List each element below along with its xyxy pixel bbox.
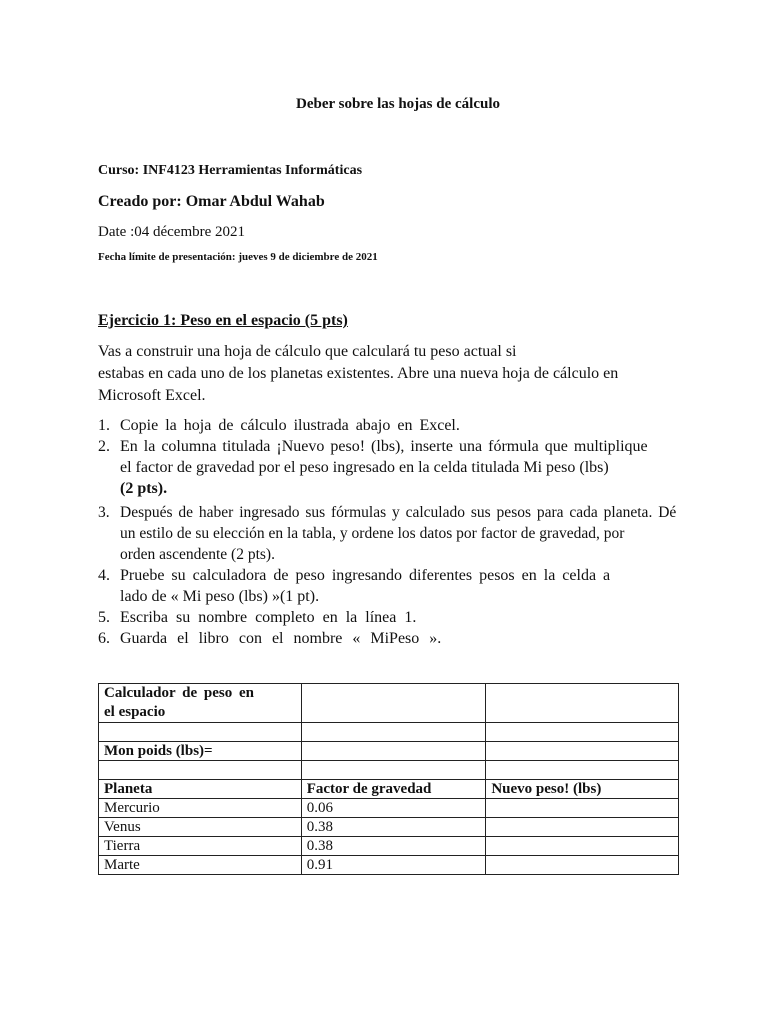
sheet-title-line: Calculador de peso en: [104, 685, 254, 701]
item-number: 4.: [98, 567, 110, 584]
item-text: En la columna titulada ¡Nuevo peso! (lbs), inserte una fórmula que multiplique: [120, 438, 648, 455]
sheet-title-cell: [99, 684, 302, 723]
column-header: Factor de gravedad: [301, 780, 486, 799]
exercise-title: Ejercicio 1: Peso en el espacio (5 pts): [98, 312, 348, 329]
document-title: Deber sobre las hojas de cálculo: [295, 96, 501, 112]
item-number: 6.: [98, 630, 110, 647]
item-number: 5.: [98, 609, 110, 626]
factor-cell: 0.38: [301, 837, 486, 856]
weight-input-cell: [301, 742, 486, 761]
item-text: Copie la hoja de cálculo ilustrada abajo en Excel.: [120, 417, 460, 434]
item-text: Guarda el libro con el nombre « MiPeso ».: [120, 630, 442, 647]
empty-cell: [99, 723, 302, 742]
item-text: un estilo de su elección en la tabla, y ordene los datos por factor de gravedad, por: [120, 525, 625, 542]
instruction-list: [98, 415, 758, 649]
item-number: 2.: [98, 438, 110, 455]
table-row: [99, 684, 679, 723]
exercise-intro: [98, 341, 698, 407]
instruction-item: [98, 607, 758, 628]
new-weight-cell: [486, 799, 679, 818]
new-weight-cell: [486, 837, 679, 856]
item-text: Pruebe su calculadora de peso ingresando diferentes pesos en la celda a: [120, 567, 611, 584]
item-text: (2 pts).: [120, 480, 168, 497]
instruction-item: [98, 436, 758, 499]
date-line: Date :04 décembre 2021: [98, 224, 246, 240]
item-number: 1.: [98, 417, 110, 434]
sheet-title-line: el espacio: [104, 704, 166, 720]
intro-line: Microsoft Excel.: [98, 387, 206, 404]
empty-cell: [301, 761, 486, 780]
factor-cell: 0.06: [301, 799, 486, 818]
author-line: Creado por: Omar Abdul Wahab: [98, 193, 325, 210]
empty-cell: [301, 723, 486, 742]
item-text: orden ascendente (2 pts).: [120, 546, 275, 563]
intro-line: Vas a construir una hoja de cálculo que calculará tu peso actual si: [98, 343, 517, 360]
factor-cell: 0.91: [301, 856, 486, 875]
item-text: lado de « Mi peso (lbs) »(1 pt).: [120, 588, 320, 605]
weight-calculator-table: [98, 683, 679, 875]
table-row: [99, 837, 679, 856]
instruction-item: [98, 415, 758, 436]
empty-cell: [99, 761, 302, 780]
new-weight-cell: [486, 818, 679, 837]
empty-cell: [486, 742, 679, 761]
planet-cell: Venus: [99, 818, 302, 837]
table-row: [99, 723, 679, 742]
empty-cell: [301, 684, 486, 723]
item-number: 3.: [98, 504, 110, 521]
new-weight-cell: [486, 856, 679, 875]
planet-cell: Mercurio: [99, 799, 302, 818]
weight-label-cell: Mon poids (lbs)=: [99, 742, 302, 761]
table-row: [99, 856, 679, 875]
column-header: Nuevo peso! (lbs): [486, 780, 679, 799]
table-row: [99, 742, 679, 761]
table-row: [99, 818, 679, 837]
empty-cell: [486, 684, 679, 723]
instruction-item: [98, 502, 758, 565]
item-text: Después de haber ingresado sus fórmulas y calculado sus pesos para cada planeta. Dé: [120, 504, 677, 521]
course-line: Curso: INF4123 Herramientas Informáticas: [98, 163, 363, 178]
instruction-item: [98, 565, 758, 607]
instruction-item: [98, 628, 758, 649]
planet-cell: Tierra: [99, 837, 302, 856]
item-text: el factor de gravedad por el peso ingresado en la celda titulada Mi peso (lbs): [120, 459, 609, 476]
table-row: [99, 761, 679, 780]
intro-line: estabas en cada uno de los planetas existentes. Abre una nueva hoja de cálculo en: [98, 365, 619, 382]
table-header-row: [99, 780, 679, 799]
item-text: Escriba su nombre completo en la línea 1.: [120, 609, 417, 626]
empty-cell: [486, 723, 679, 742]
planet-cell: Marte: [99, 856, 302, 875]
table-row: [99, 799, 679, 818]
empty-cell: [486, 761, 679, 780]
factor-cell: 0.38: [301, 818, 486, 837]
column-header: Planeta: [99, 780, 302, 799]
deadline-line: Fecha límite de presentación: jueves 9 de diciembre de 2021: [98, 251, 378, 263]
